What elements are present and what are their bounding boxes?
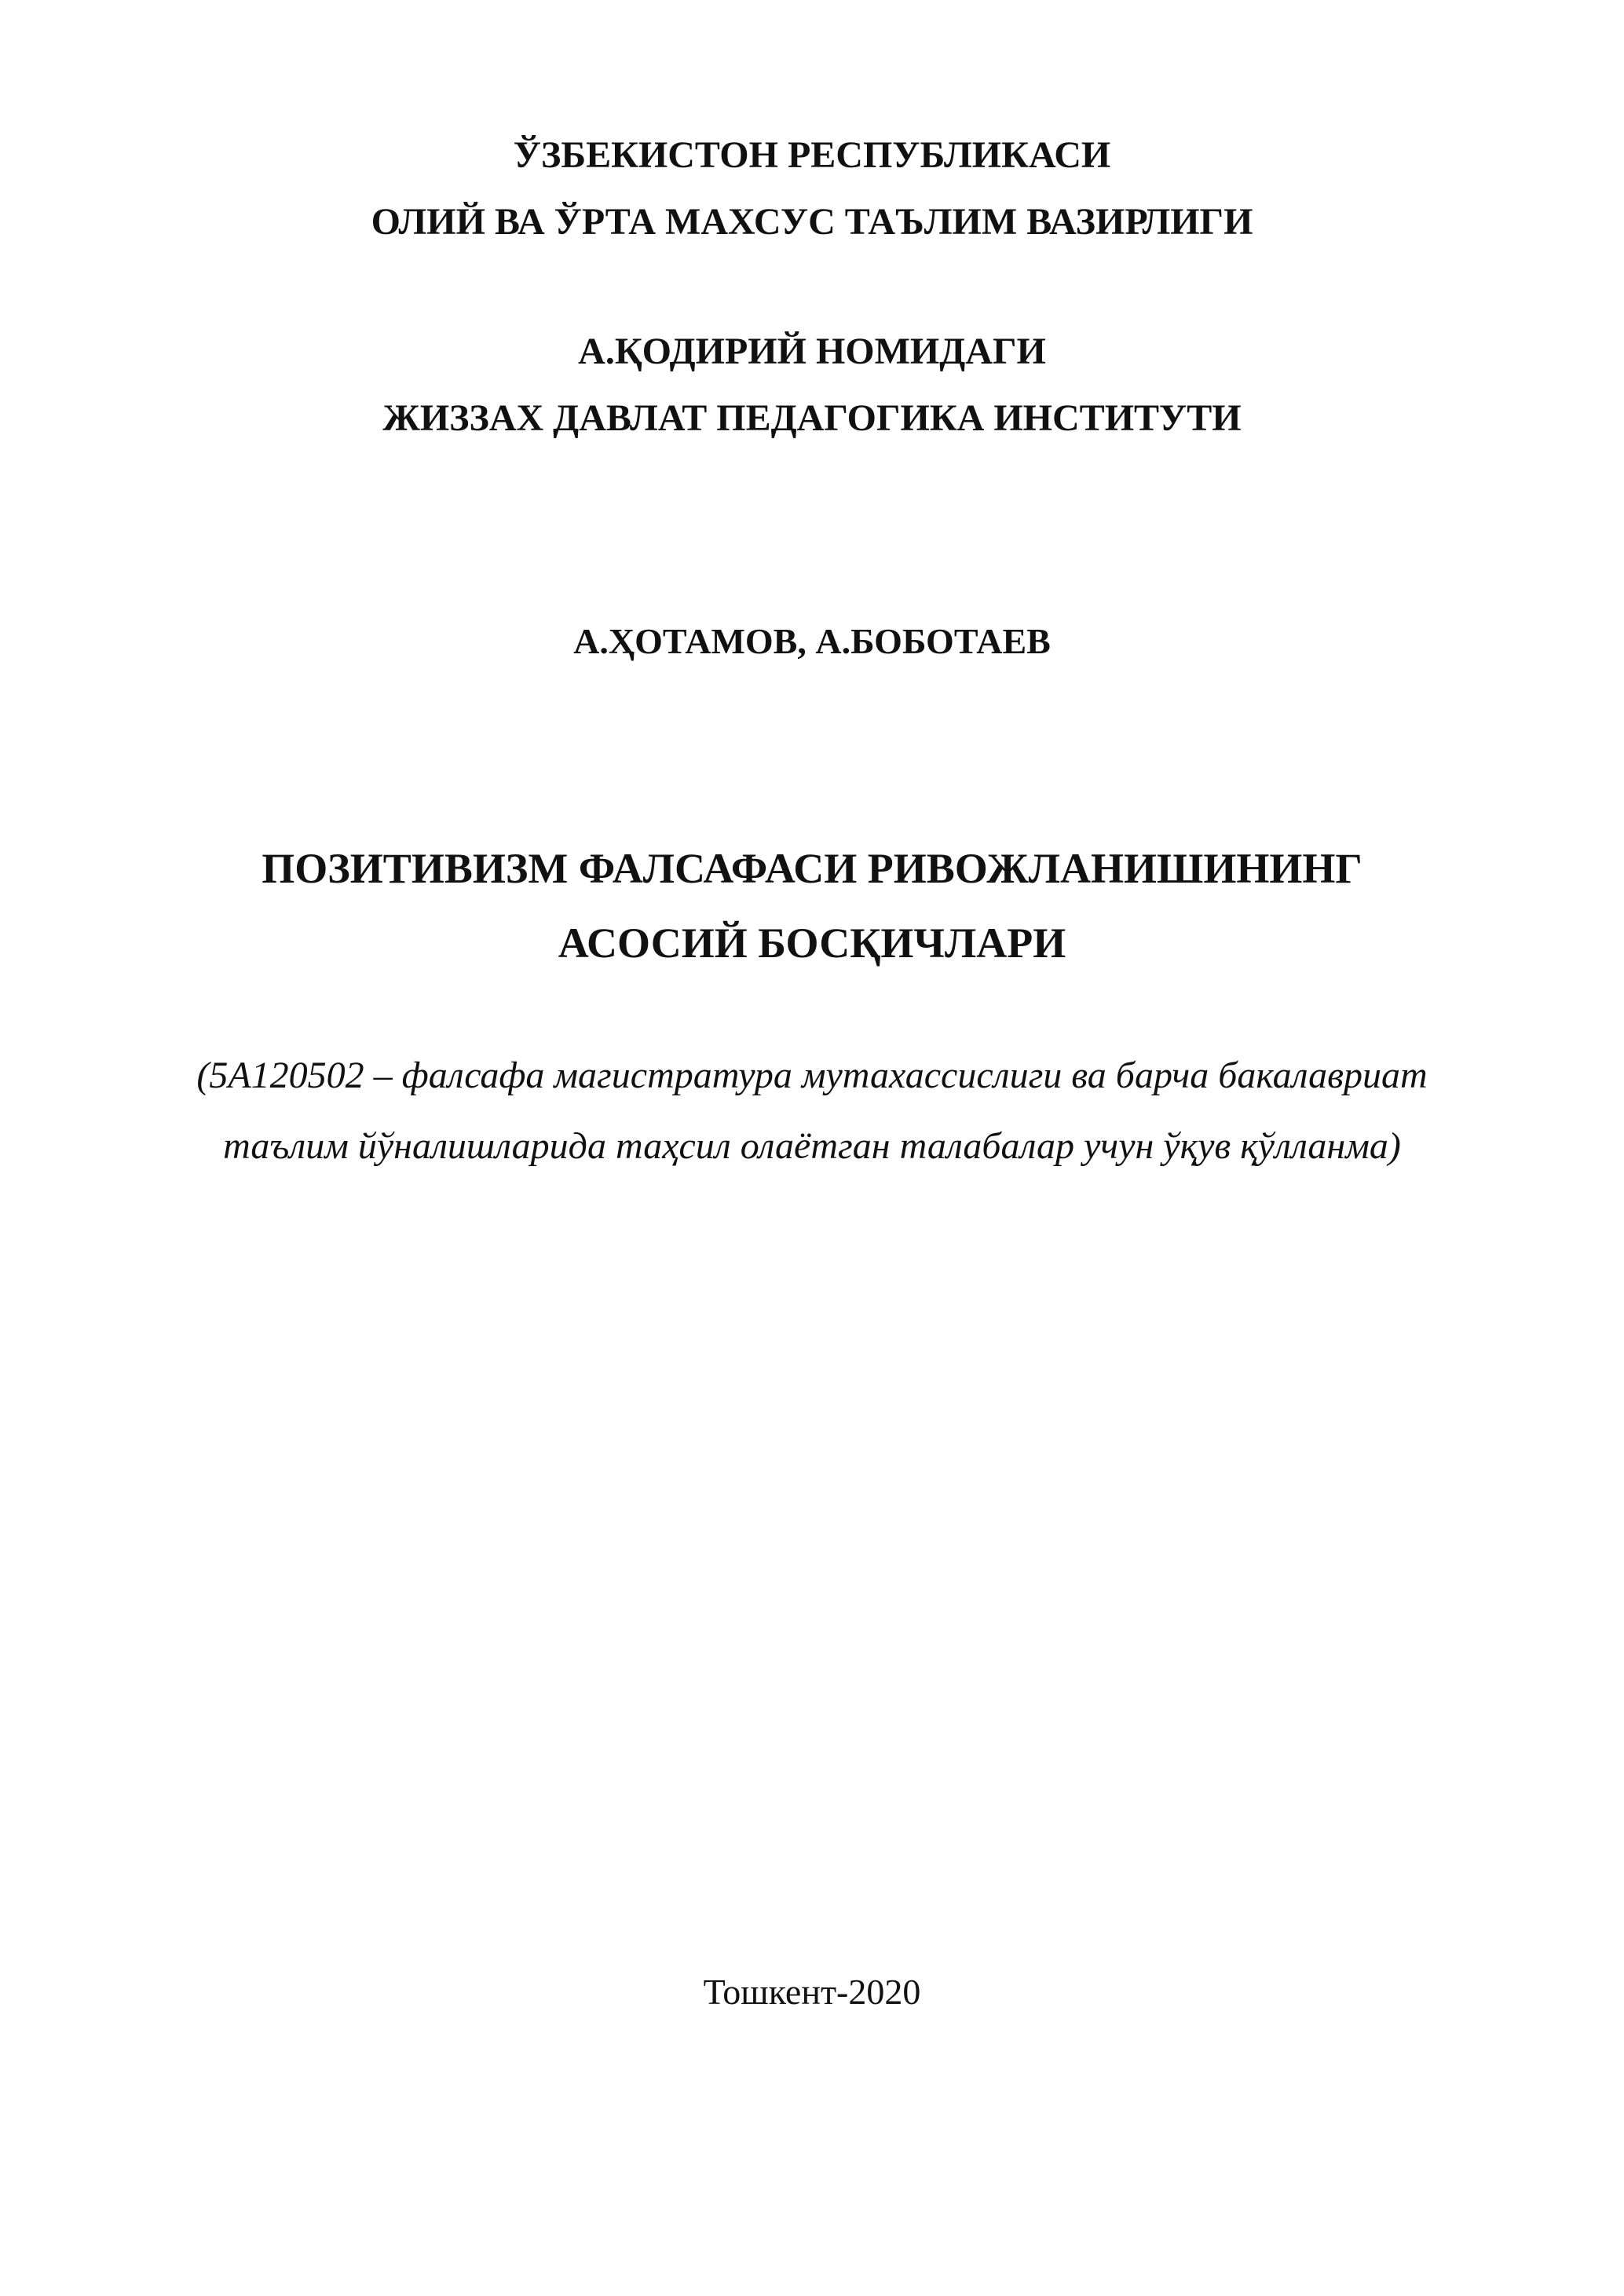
authors: А.ҲОТАМОВ, А.БОБОТАЕВ	[573, 621, 1051, 661]
document-title-line-2: АСОСИЙ БОСҚИЧЛАРИ	[558, 919, 1066, 967]
ministry-name-line-2: ОЛИЙ ВА ЎРТА МАХСУС ТАЪЛИМ ВАЗИРЛИГИ	[371, 201, 1253, 243]
institute-name-line-1: А.ҚОДИРИЙ НОМИДАГИ	[578, 331, 1046, 372]
ministry-name-line-1: ЎЗБЕКИСТОН РЕСПУБЛИКАСИ	[513, 134, 1111, 176]
document-subtitle-line-2: таълим йўналишларида таҳсил олаётган талабалар учун ўқув қўлланма)	[223, 1125, 1401, 1167]
city-year: Тошкент-2020	[703, 1972, 921, 2012]
institute-name-line-2: ЖИЗЗАХ ДАВЛАТ ПЕДАГОГИКА ИНСТИТУТИ	[382, 397, 1242, 439]
document-subtitle-line-1: (5А120502 – фалсафа магистратура мутахассислиги ва барча бакалавриат	[196, 1055, 1428, 1096]
document-title-line-1: ПОЗИТИВИЗМ ФАЛСАФАСИ РИВОЖЛАНИШИНИНГ	[262, 845, 1362, 892]
